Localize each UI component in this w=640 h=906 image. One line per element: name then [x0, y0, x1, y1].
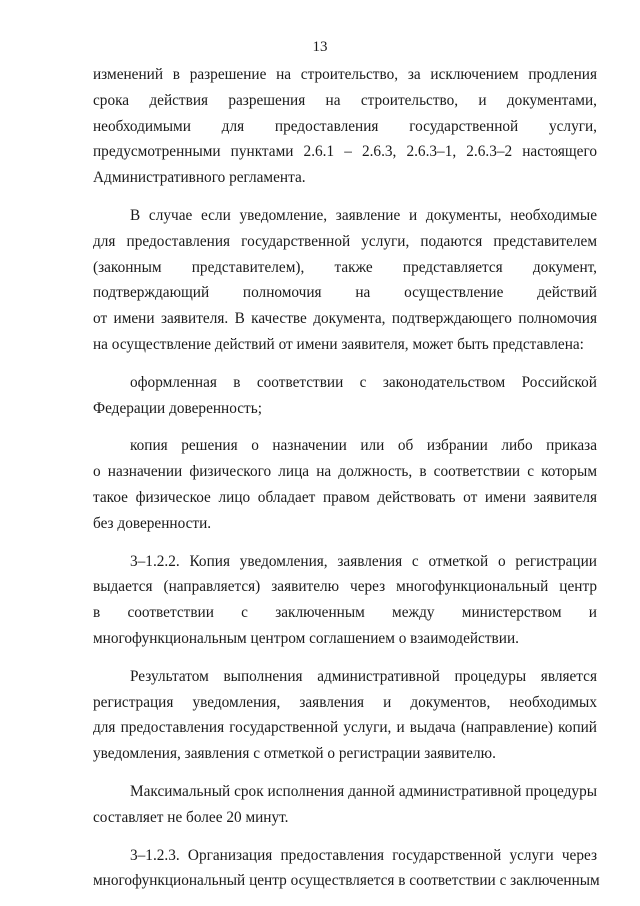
- text-line: для предоставления государственной услуги, и выдача (направление) копий: [93, 719, 597, 737]
- text-line: предусмотренными пунктами 2.6.1 – 2.6.3, 2.6.3–1, 2.6.3–2 настоящего: [93, 143, 597, 161]
- text-line: такое физическое лицо обладает правом действовать от имени заявителя: [93, 488, 597, 506]
- text-line: В случае если уведомление, заявление и документы, необходимые: [130, 206, 597, 224]
- text-line: (законным представителем), также представляется документ,: [93, 258, 597, 276]
- text-line: на осуществление действий от имени заявителя, может быть представлена:: [93, 335, 584, 353]
- paragraph-power-of-attorney: [93, 370, 597, 422]
- text-line: для предоставления государственной услуги, подаются представителем: [93, 232, 597, 250]
- document-body: [93, 62, 600, 906]
- paragraph-3-1-2-3: [93, 843, 600, 895]
- text-line: оформленная в соответствии с законодательством Российской: [130, 373, 597, 391]
- paragraph-decision-copy: [93, 433, 597, 536]
- text-line: подтверждающий полномочия на осуществление действий: [93, 284, 597, 302]
- page-number: 13: [312, 39, 328, 55]
- paragraph-result: [93, 664, 597, 767]
- text-line: в соответствии с заключенным между министерством и: [93, 604, 597, 622]
- text-line: регистрация уведомления, заявления и документов, необходимых: [93, 693, 597, 711]
- text-line: выдается (направляется) заявителю через многофункциональный центр: [93, 578, 597, 596]
- text-line: Результатом выполнения административной процедуры является: [130, 667, 597, 685]
- text-line: Максимальный срок исполнения данной административной процедуры: [130, 782, 597, 800]
- paragraph-max-time: [93, 779, 597, 831]
- text-line: Федерации доверенность;: [93, 399, 262, 417]
- paragraph-representative: [93, 203, 597, 358]
- text-line: от имени заявителя. В качестве документа, подтверждающего полномочия: [93, 310, 597, 328]
- text-line: составляет не более 20 минут.: [93, 808, 289, 826]
- paragraph-3-1-2-2: [93, 549, 597, 652]
- text-line: без доверенности.: [93, 514, 212, 532]
- text-line: многофункциональный центр осуществляется в соответствии с заключенным: [93, 872, 600, 890]
- text-line: Административного регламента.: [93, 169, 306, 187]
- text-line: 3–1.2.3. Организация предоставления государственной услуги через: [130, 846, 597, 864]
- text-line: уведомления, заявления с отметкой о регистрации заявителю.: [93, 745, 496, 763]
- text-line: необходимыми для предоставления государственной услуги,: [93, 117, 597, 135]
- text-line: 3–1.2.2. Копия уведомления, заявления с отметкой о регистрации: [130, 552, 597, 570]
- text-line: о назначении физического лица на должность, в соответствии с которым: [93, 463, 597, 481]
- text-line: копия решения о назначении или об избрании либо приказа: [130, 437, 597, 455]
- text-line: изменений в разрешение на строительство, за исключением продления: [93, 66, 597, 83]
- text-line: многофункциональным центром соглашением о взаимодействии.: [93, 629, 519, 647]
- paragraph-continuation: [93, 62, 597, 191]
- text-line: срока действия разрешения на строительство, и документами,: [93, 91, 597, 109]
